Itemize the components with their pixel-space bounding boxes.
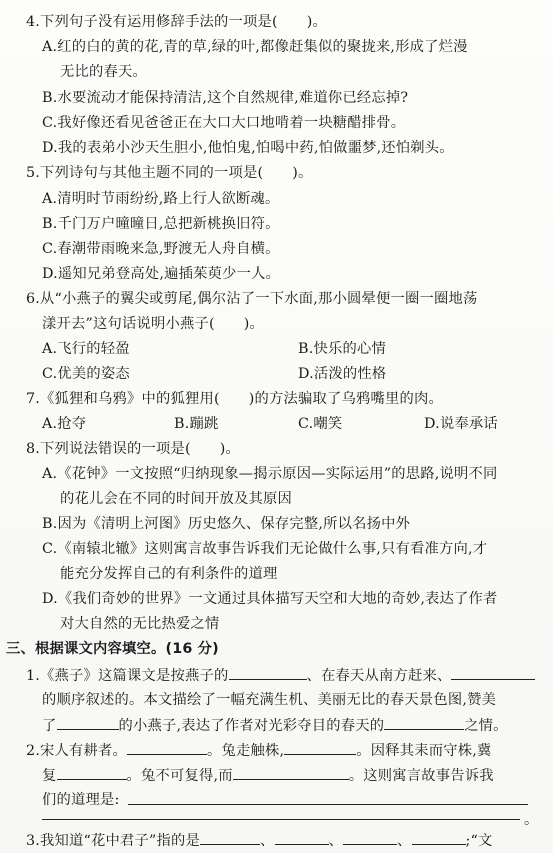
fill-2-text-b: 。兔走触株, <box>207 743 285 759</box>
fill-3-blank-3[interactable] <box>343 828 397 845</box>
q6-option-b: B.快乐的心情 <box>298 341 386 357</box>
q6-stem-line2: 漾开去”这句话说明小燕子( )。 <box>42 316 265 332</box>
fill-1-line3 <box>42 713 508 738</box>
q6-stem-line1: 6.从“小燕子的翼尖或剪尾,偶尔沾了一下水面,那小圆晕便一圈一圈地荡 <box>26 291 478 307</box>
q8-stem: 8.下列说法错误的一项是( )。 <box>26 441 241 457</box>
q6-option-a: A.飞行的轻盈 <box>42 341 130 357</box>
fill-2-end-period: 。 <box>524 812 539 828</box>
q4-option-a-line2: 无比的春天。 <box>60 64 147 80</box>
fill-3-line1 <box>26 828 493 853</box>
q5-option-b: B.千门万户曈曈日,总把新桃换旧符。 <box>42 216 280 232</box>
fill-3-sep-1: 、 <box>260 833 275 849</box>
fill-3-blank-2[interactable] <box>275 828 329 845</box>
q4-option-b: B.水要流动才能保持清洁,这个自然规律,难道你已经忘掉? <box>42 90 409 106</box>
q7-option-c: C.嘲笑 <box>298 416 343 432</box>
q8-option-a-line2: 的花儿会在不同的时间开放及其原因 <box>60 491 292 507</box>
fill-2-answer-line-2[interactable] <box>42 819 520 820</box>
q7-option-a: A.抢夺 <box>42 416 87 432</box>
fill-1-line1 <box>26 663 535 688</box>
q4-stem: 4.下列句子没有运用修辞手法的一项是( )。 <box>26 14 328 30</box>
fill-1-text-e: 之情。 <box>464 718 508 734</box>
fill-2-blank-4[interactable] <box>233 763 349 780</box>
fill-2-text-a: 2.宋人有耕者。 <box>26 743 128 759</box>
fill-2-answer-line-1[interactable] <box>128 804 528 805</box>
q4-option-c: C.我好像还看见爸爸正在大口大口地啃着一块糖醋排骨。 <box>42 115 406 131</box>
fill-1-blank-1[interactable] <box>229 663 307 680</box>
fill-3-blank-1[interactable] <box>200 828 260 845</box>
fill-2-blank-1[interactable] <box>127 738 207 755</box>
q8-option-d-line2: 对大自然的无比热爱之情 <box>60 616 220 632</box>
q8-option-c-line2: 能充分发挥自己的有利条件的道理 <box>60 566 278 582</box>
q6-option-c: C.优美的姿态 <box>42 366 130 382</box>
q5-option-c: C.春潮带雨晚来急,野渡无人舟自横。 <box>42 241 280 257</box>
fill-1-blank-2[interactable] <box>451 663 535 680</box>
fill-2-text-c: 。因释其耒而守株,冀 <box>356 743 492 759</box>
section-3-heading: 三、根据课文内容填空。(16 分) <box>6 641 219 657</box>
fill-3-text-b: ;“文 <box>465 833 493 849</box>
fill-2-text-d: 复 <box>42 768 57 784</box>
fill-3-text-a: 3.我知道“花中君子”指的是 <box>26 833 201 849</box>
fill-1-line2: 的顺序叙述的。本文描绘了一幅充满生机、美丽无比的春天景色图,赞美 <box>42 692 497 708</box>
fill-1-text-a: 1.《燕子》这篇课文是按燕子的 <box>26 668 229 684</box>
fill-2-blank-2[interactable] <box>284 738 356 755</box>
fill-2-line2 <box>42 763 494 788</box>
q5-stem: 5.下列诗句与其他主题不同的一项是( )。 <box>26 165 313 181</box>
fill-1-blank-4[interactable] <box>384 713 464 730</box>
q7-option-b: B.蹦跳 <box>174 416 219 432</box>
q7-option-d: D.说奉承话 <box>424 416 498 432</box>
q8-option-a-line1: A.《花钟》一文按照“归纳现象—揭示原因—实际运用”的思路,说明不同 <box>42 466 498 482</box>
fill-2-line3: 们的道理是: <box>42 792 120 808</box>
q5-option-a: A.清明时节雨纷纷,路上行人欲断魂。 <box>42 191 280 207</box>
fill-3-blank-4[interactable] <box>412 828 466 845</box>
fill-2-line1 <box>26 738 491 763</box>
fill-3-sep-2: 、 <box>328 833 344 849</box>
fill-1-blank-3[interactable] <box>57 713 119 730</box>
fill-2-text-f: 。这则寓言故事告诉我 <box>348 768 494 784</box>
q6-option-d: D.活泼的性格 <box>298 366 387 382</box>
q8-option-b: B.因为《清明上河图》历史悠久、保存完整,所以名扬中外 <box>42 516 411 532</box>
q8-option-c-line1: C.《南辕北辙》这则寓言故事告诉我们无论做什么事,只有看准方向,才 <box>42 541 488 557</box>
fill-2-blank-3[interactable] <box>57 763 127 780</box>
fill-1-text-b: 、在春天从南方赶来、 <box>306 668 452 684</box>
fill-2-text-e: 。兔不可复得,而 <box>126 768 233 784</box>
fill-3-sep-3: 、 <box>397 833 412 849</box>
q8-option-d-line1: D.《我们奇妙的世界》一文通过具体描写天空和大地的奇妙,表达了作者 <box>42 591 498 607</box>
q4-option-a-line1: A.红的白的黄的花,青的草,绿的叶,都像赶集似的聚拢来,形成了烂漫 <box>42 39 468 55</box>
fill-1-text-d: 的小燕子,表达了作者对光彩夺目的春天的 <box>118 718 385 734</box>
q5-option-d: D.遥知兄弟登高处,遍插茱萸少一人。 <box>42 266 281 282</box>
q4-option-d: D.我的表弟小沙天生胆小,他怕鬼,怕喝中药,怕做噩梦,还怕剃头。 <box>42 140 454 156</box>
q7-stem: 7.《狐狸和乌鸦》中的狐狸用( )的方法骗取了乌鸦嘴里的肉。 <box>26 391 444 407</box>
fill-1-text-c: 了 <box>42 718 57 734</box>
